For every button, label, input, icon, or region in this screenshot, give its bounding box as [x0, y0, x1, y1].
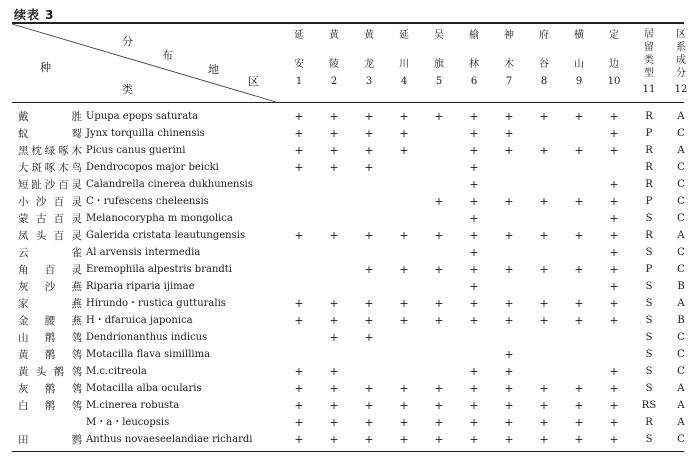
presence-mark: +: [329, 229, 339, 242]
table-row: [12, 380, 684, 398]
presence-mark: +: [434, 416, 444, 429]
residency-type: S: [645, 281, 653, 292]
faunal-component: A: [677, 230, 685, 241]
presence-mark: +: [434, 297, 444, 310]
faunal-component: C: [677, 162, 685, 173]
scientific-name: Jynx torquilla chinensis: [86, 128, 205, 139]
chinese-name: 小沙百灵: [18, 196, 82, 208]
residency-type: P: [645, 264, 653, 275]
presence-mark: +: [504, 127, 514, 140]
chinese-name: 大斑啄木鸟: [18, 162, 82, 174]
table-row: [12, 261, 684, 279]
presence-mark: +: [294, 229, 304, 242]
column-number: 11: [642, 84, 656, 95]
presence-mark: +: [574, 229, 584, 242]
presence-mark: +: [469, 144, 479, 157]
presence-mark: +: [504, 365, 514, 378]
chinese-name: 凤头百灵: [18, 230, 82, 242]
residency-type: S: [645, 213, 653, 224]
table-row: [12, 278, 684, 296]
residency-type: R: [645, 111, 653, 122]
scientific-name: Motacilla alba ocularis: [86, 383, 202, 394]
presence-mark: +: [609, 144, 619, 157]
presence-mark: +: [539, 399, 549, 412]
presence-mark: +: [504, 195, 514, 208]
table-row: [12, 244, 684, 262]
table-row: [12, 346, 684, 364]
presence-mark: +: [434, 195, 444, 208]
table-row: [12, 159, 684, 177]
column-name: 横: [574, 30, 584, 41]
faunal-component: C: [677, 247, 685, 258]
presence-mark: +: [434, 314, 444, 327]
table-row: [12, 312, 684, 330]
presence-mark: +: [329, 110, 339, 123]
presence-mark: +: [364, 416, 374, 429]
column-number: 9: [575, 76, 583, 87]
presence-mark: +: [504, 382, 514, 395]
chinese-name: 金腰燕: [18, 315, 82, 327]
column-header-4: [387, 28, 421, 89]
faunal-component: C: [677, 196, 685, 207]
presence-mark: +: [399, 110, 409, 123]
diagonal-line: [12, 22, 276, 102]
presence-mark: +: [574, 195, 584, 208]
scientific-name: Motacilla flava simillima: [86, 349, 211, 360]
presence-mark: +: [504, 110, 514, 123]
faunal-component: B: [677, 315, 685, 326]
faunal-component: A: [677, 400, 685, 411]
column-number: 3: [365, 76, 373, 87]
column-header-5: [422, 28, 456, 89]
residency-type: S: [645, 366, 653, 377]
presence-mark: +: [434, 263, 444, 276]
column-number: 8: [540, 76, 548, 87]
presence-mark: +: [504, 297, 514, 310]
residency-type: P: [645, 196, 653, 207]
presence-mark: +: [609, 297, 619, 310]
presence-mark: +: [294, 365, 304, 378]
presence-mark: +: [504, 314, 514, 327]
presence-mark: +: [399, 297, 409, 310]
scientific-name: Melanocorypha m mongolica: [86, 213, 233, 224]
presence-mark: +: [504, 348, 514, 361]
column-name: 榆: [469, 30, 479, 41]
presence-mark: +: [469, 314, 479, 327]
presence-mark: +: [434, 433, 444, 446]
presence-mark: +: [469, 297, 479, 310]
chinese-name: 蚁 䴕: [18, 128, 82, 140]
presence-mark: +: [504, 416, 514, 429]
presence-mark: +: [329, 127, 339, 140]
column-header-12: [664, 28, 690, 97]
column-header-6: [457, 28, 491, 89]
presence-mark: +: [294, 433, 304, 446]
faunal-component: A: [677, 111, 685, 122]
column-number: 5: [435, 76, 443, 87]
scientific-name: Dendrocopos major beicki: [86, 162, 219, 173]
column-number: 6: [470, 76, 478, 87]
faunal-component: C: [677, 179, 685, 190]
presence-mark: +: [469, 178, 479, 191]
presence-mark: +: [399, 433, 409, 446]
presence-mark: +: [609, 365, 619, 378]
column-header-11: [632, 28, 666, 97]
presence-mark: +: [364, 144, 374, 157]
presence-mark: +: [364, 127, 374, 140]
presence-mark: +: [574, 314, 584, 327]
presence-mark: +: [329, 382, 339, 395]
chinese-name: 黄头鹡鸰: [18, 366, 82, 378]
chinese-name: 灰鹡鸰: [18, 383, 82, 395]
diag-label-fen: 分: [122, 35, 133, 48]
residency-type: S: [645, 434, 653, 445]
presence-mark: +: [399, 314, 409, 327]
presence-mark: +: [364, 229, 374, 242]
presence-mark: +: [329, 365, 339, 378]
presence-mark: +: [539, 297, 549, 310]
presence-mark: +: [574, 110, 584, 123]
presence-mark: +: [574, 433, 584, 446]
column-name-2: 川: [399, 59, 409, 70]
column-header-3: [352, 28, 386, 89]
presence-mark: +: [609, 229, 619, 242]
column-number: 2: [330, 76, 338, 87]
column-number: 7: [505, 76, 513, 87]
scientific-name: Galerida cristata leautungensis: [86, 230, 246, 241]
presence-mark: +: [539, 382, 549, 395]
faunal-component: A: [677, 417, 685, 428]
diag-label-zhong: 种: [40, 61, 51, 74]
residency-type: P: [645, 128, 653, 139]
faunal-component: B: [677, 281, 685, 292]
scientific-name: Riparia riparia ijimae: [86, 281, 195, 292]
scientific-name: Eremophila alpestris brandti: [86, 264, 233, 275]
presence-mark: +: [609, 263, 619, 276]
presence-mark: +: [399, 263, 409, 276]
chinese-name: 黑枕绿啄木: [18, 145, 82, 157]
presence-mark: +: [574, 144, 584, 157]
chinese-name: 短趾沙百灵: [18, 179, 82, 191]
scientific-name: Al arvensis intermedia: [86, 247, 201, 258]
column-number: 10: [607, 76, 621, 87]
residency-type: S: [645, 332, 653, 343]
presence-mark: +: [539, 416, 549, 429]
scientific-name: H・dfaruica japonica: [86, 315, 193, 326]
column-header-7: [492, 28, 526, 89]
presence-mark: +: [609, 314, 619, 327]
presence-mark: +: [609, 110, 619, 123]
presence-mark: +: [329, 416, 339, 429]
species-distribution-table: [12, 22, 688, 452]
presence-mark: +: [434, 399, 444, 412]
presence-mark: +: [364, 297, 374, 310]
column-name-2: 谷: [539, 59, 549, 70]
faunal-component: A: [677, 383, 685, 394]
faunal-component: C: [677, 128, 685, 139]
column-name: 居留类型: [644, 29, 654, 79]
presence-mark: +: [469, 263, 479, 276]
presence-mark: +: [329, 399, 339, 412]
presence-mark: +: [574, 297, 584, 310]
column-number: 1: [295, 76, 303, 87]
presence-mark: +: [469, 416, 479, 429]
residency-type: S: [645, 383, 653, 394]
residency-type: R: [645, 145, 653, 156]
chinese-name: 黄鹡鸰: [18, 349, 82, 361]
column-name: 吴: [434, 30, 444, 41]
presence-mark: +: [574, 399, 584, 412]
presence-mark: +: [434, 229, 444, 242]
presence-mark: +: [469, 195, 479, 208]
column-name-2: 林: [469, 59, 479, 70]
presence-mark: +: [469, 382, 479, 395]
column-name-2: 木: [504, 59, 514, 70]
diag-label-bu: 布: [162, 49, 173, 62]
scientific-name: Dendrionanthus indicus: [86, 332, 208, 343]
scientific-name: Anthus novaeseelandiae richardi: [86, 434, 253, 445]
presence-mark: +: [329, 161, 339, 174]
chinese-name: 山鹡鸰: [18, 332, 82, 344]
presence-mark: +: [294, 416, 304, 429]
table-caption: 续表 3: [14, 8, 55, 22]
column-header-8: [527, 28, 561, 89]
presence-mark: +: [539, 110, 549, 123]
presence-mark: +: [469, 110, 479, 123]
column-name: 区系成分: [676, 29, 686, 79]
presence-mark: +: [469, 212, 479, 225]
presence-mark: +: [399, 127, 409, 140]
presence-mark: +: [504, 399, 514, 412]
presence-mark: +: [399, 144, 409, 157]
scientific-name: Picus canus guerini: [86, 145, 186, 156]
presence-mark: +: [329, 144, 339, 157]
residency-type: S: [645, 247, 653, 258]
presence-mark: +: [469, 433, 479, 446]
column-header-1: [282, 28, 316, 89]
table-row: [12, 397, 684, 415]
presence-mark: +: [364, 161, 374, 174]
table-row: [12, 176, 684, 194]
table-row: [12, 108, 684, 126]
residency-type: R: [645, 179, 653, 190]
faunal-component: C: [677, 332, 685, 343]
column-name-2: 龙: [364, 59, 374, 70]
scientific-name: Upupa epops saturata: [86, 111, 199, 122]
presence-mark: +: [364, 331, 374, 344]
diag-label-lei: 类: [122, 83, 133, 96]
presence-mark: +: [434, 382, 444, 395]
diag-label-qu: 区: [248, 75, 259, 88]
chinese-name: 灰沙燕: [18, 281, 82, 293]
column-name: 定: [609, 30, 619, 41]
presence-mark: +: [609, 178, 619, 191]
faunal-component: A: [677, 298, 685, 309]
presence-mark: +: [609, 246, 619, 259]
presence-mark: +: [294, 297, 304, 310]
presence-mark: +: [609, 382, 619, 395]
header-rule: [12, 102, 684, 103]
column-name: 黄: [364, 30, 374, 41]
chinese-name: 角百灵: [18, 264, 82, 276]
presence-mark: +: [399, 382, 409, 395]
presence-mark: +: [469, 229, 479, 242]
diag-label-di: 地: [208, 63, 219, 76]
table-row: [12, 414, 684, 432]
presence-mark: +: [609, 433, 619, 446]
presence-mark: +: [539, 144, 549, 157]
presence-mark: +: [574, 263, 584, 276]
presence-mark: +: [329, 314, 339, 327]
presence-mark: +: [574, 416, 584, 429]
faunal-component: A: [677, 145, 685, 156]
presence-mark: +: [469, 246, 479, 259]
presence-mark: +: [539, 229, 549, 242]
presence-mark: +: [399, 399, 409, 412]
presence-mark: +: [504, 229, 514, 242]
presence-mark: +: [469, 399, 479, 412]
presence-mark: +: [609, 195, 619, 208]
bottom-rule: [12, 451, 684, 452]
presence-mark: +: [609, 127, 619, 140]
column-name: 黄: [329, 30, 339, 41]
presence-mark: +: [469, 280, 479, 293]
chinese-name: 白鹡鸰: [18, 400, 82, 412]
presence-mark: +: [294, 314, 304, 327]
presence-mark: +: [504, 433, 514, 446]
scientific-name: C・rufescens cheleensis: [86, 196, 209, 207]
presence-mark: +: [364, 314, 374, 327]
table-row: [12, 227, 684, 245]
presence-mark: +: [574, 382, 584, 395]
column-number: 4: [400, 76, 408, 87]
table-row: [12, 193, 684, 211]
chinese-name: 家 燕: [18, 298, 82, 310]
chinese-name: 蒙古百灵: [18, 213, 82, 225]
presence-mark: +: [539, 263, 549, 276]
presence-mark: +: [539, 314, 549, 327]
residency-type: S: [645, 315, 653, 326]
presence-mark: +: [609, 212, 619, 225]
chinese-name: 田 鹨: [18, 434, 82, 446]
presence-mark: +: [294, 161, 304, 174]
column-name: 府: [539, 30, 549, 41]
presence-mark: +: [469, 161, 479, 174]
presence-mark: +: [294, 110, 304, 123]
column-name-2: 边: [609, 59, 619, 70]
presence-mark: +: [364, 382, 374, 395]
presence-mark: +: [504, 263, 514, 276]
faunal-component: C: [677, 213, 685, 224]
column-number: 12: [674, 84, 688, 95]
scientific-name: M・a・leucopsis: [86, 417, 170, 428]
residency-type: R: [645, 417, 653, 428]
column-name: 延: [294, 30, 304, 41]
presence-mark: +: [609, 280, 619, 293]
column-name-2: 旗: [434, 59, 444, 70]
residency-type: S: [645, 349, 653, 360]
column-name-2: 陵: [329, 59, 339, 70]
presence-mark: +: [294, 127, 304, 140]
column-header-9: [562, 28, 596, 89]
presence-mark: +: [434, 110, 444, 123]
scientific-name: M.c.citreola: [86, 366, 147, 377]
table-row: [12, 210, 684, 228]
residency-type: R: [645, 230, 653, 241]
presence-mark: +: [364, 263, 374, 276]
presence-mark: +: [329, 331, 339, 344]
presence-mark: +: [469, 127, 479, 140]
presence-mark: +: [504, 144, 514, 157]
table-row: [12, 431, 684, 449]
residency-type: RS: [641, 400, 657, 411]
scientific-name: Hirundo・rustica gutturalis: [86, 298, 226, 309]
faunal-component: C: [677, 366, 685, 377]
presence-mark: +: [364, 110, 374, 123]
table-row: [12, 363, 684, 381]
presence-mark: +: [469, 365, 479, 378]
presence-mark: +: [364, 399, 374, 412]
presence-mark: +: [294, 382, 304, 395]
column-name: 延: [399, 30, 409, 41]
residency-type: R: [645, 162, 653, 173]
presence-mark: +: [294, 144, 304, 157]
table-row: [12, 329, 684, 347]
column-header-10: [597, 28, 631, 89]
faunal-component: C: [677, 264, 685, 275]
presence-mark: +: [539, 195, 549, 208]
presence-mark: +: [399, 229, 409, 242]
column-name-2: 安: [294, 59, 304, 70]
column-name: 神: [504, 30, 514, 41]
presence-mark: +: [294, 399, 304, 412]
table-row: [12, 295, 684, 313]
presence-mark: +: [364, 433, 374, 446]
column-header-2: [317, 28, 351, 89]
presence-mark: +: [399, 416, 409, 429]
column-name-2: 山: [574, 59, 584, 70]
table-row: [12, 125, 684, 143]
faunal-component: C: [677, 349, 685, 360]
presence-mark: +: [329, 297, 339, 310]
presence-mark: +: [329, 433, 339, 446]
residency-type: S: [645, 298, 653, 309]
presence-mark: +: [609, 399, 619, 412]
scientific-name: M.cinerea robusta: [86, 400, 180, 411]
scientific-name: Calandrella cinerea dukhunensis: [86, 179, 253, 190]
chinese-name: 云 雀: [18, 247, 82, 259]
presence-mark: +: [609, 416, 619, 429]
diagonal-header-cell: [12, 22, 276, 102]
chinese-name: 戴 胜: [18, 111, 82, 123]
table-row: [12, 142, 684, 160]
faunal-component: C: [677, 434, 685, 445]
presence-mark: +: [539, 433, 549, 446]
